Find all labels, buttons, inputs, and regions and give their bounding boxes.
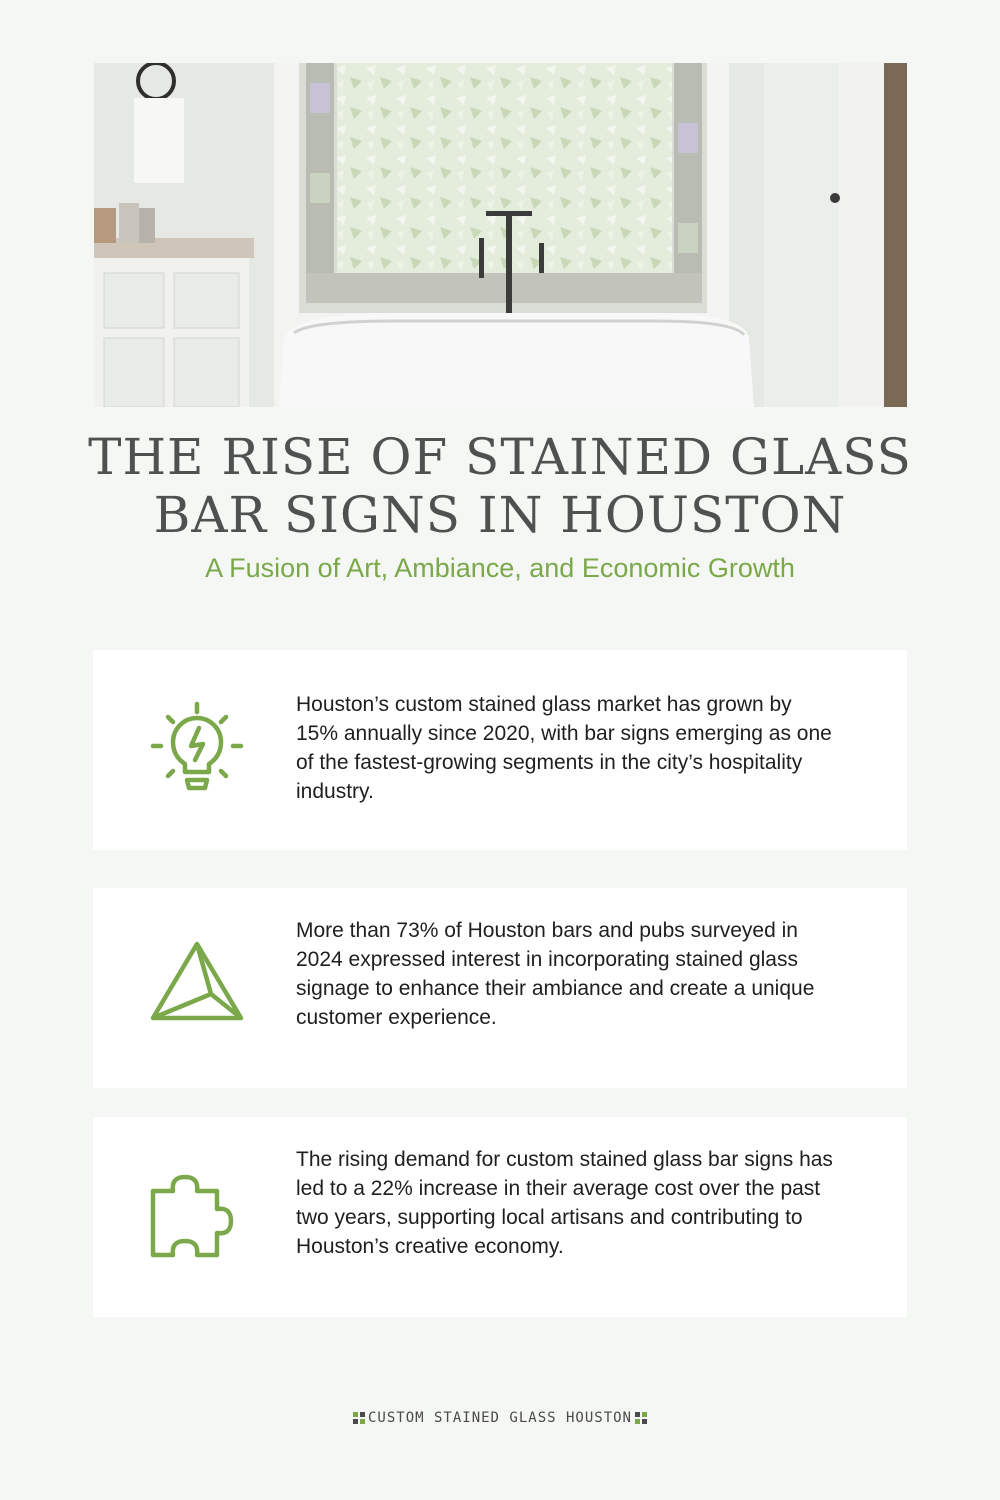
brand-name: CUSTOM STAINED GLASS HOUSTON [367, 1410, 632, 1426]
page-subtitle: A Fusion of Art, Ambiance, and Economic Growth [205, 553, 795, 583]
brand-logo [0, 1410, 1000, 1426]
stat-text: The rising demand for custom stained glass bar signs has led to a 22% increase in their average cost over the past two years, supporting local artisans and contributing to Houston’s creative economy. [296, 1148, 833, 1258]
logo-mark-icon [635, 1412, 647, 1424]
stat-text: Houston’s custom stained glass market has grown by 15% annually since 2020, with bar signs emerging as one of the fastest-growing segments in the city’s hospitality industry. [296, 693, 832, 803]
puzzle-piece-icon [149, 1167, 245, 1263]
logo-mark-icon [353, 1412, 365, 1424]
stat-card-market-growth [93, 650, 907, 850]
pyramid-icon [149, 938, 245, 1034]
hero-image [94, 63, 907, 407]
page-title: THE RISE OF STAINED GLASS BAR SIGNS IN HOUSTON [88, 428, 912, 544]
stat-card-bar-interest [93, 888, 907, 1088]
stat-text: More than 73% of Houston bars and pubs surveyed in 2024 expressed interest in incorporating stained glass signage to enhance their ambiance and create a unique customer experience. [296, 919, 815, 1029]
lightbulb-icon [149, 700, 245, 796]
stat-card-cost-increase [93, 1117, 907, 1317]
